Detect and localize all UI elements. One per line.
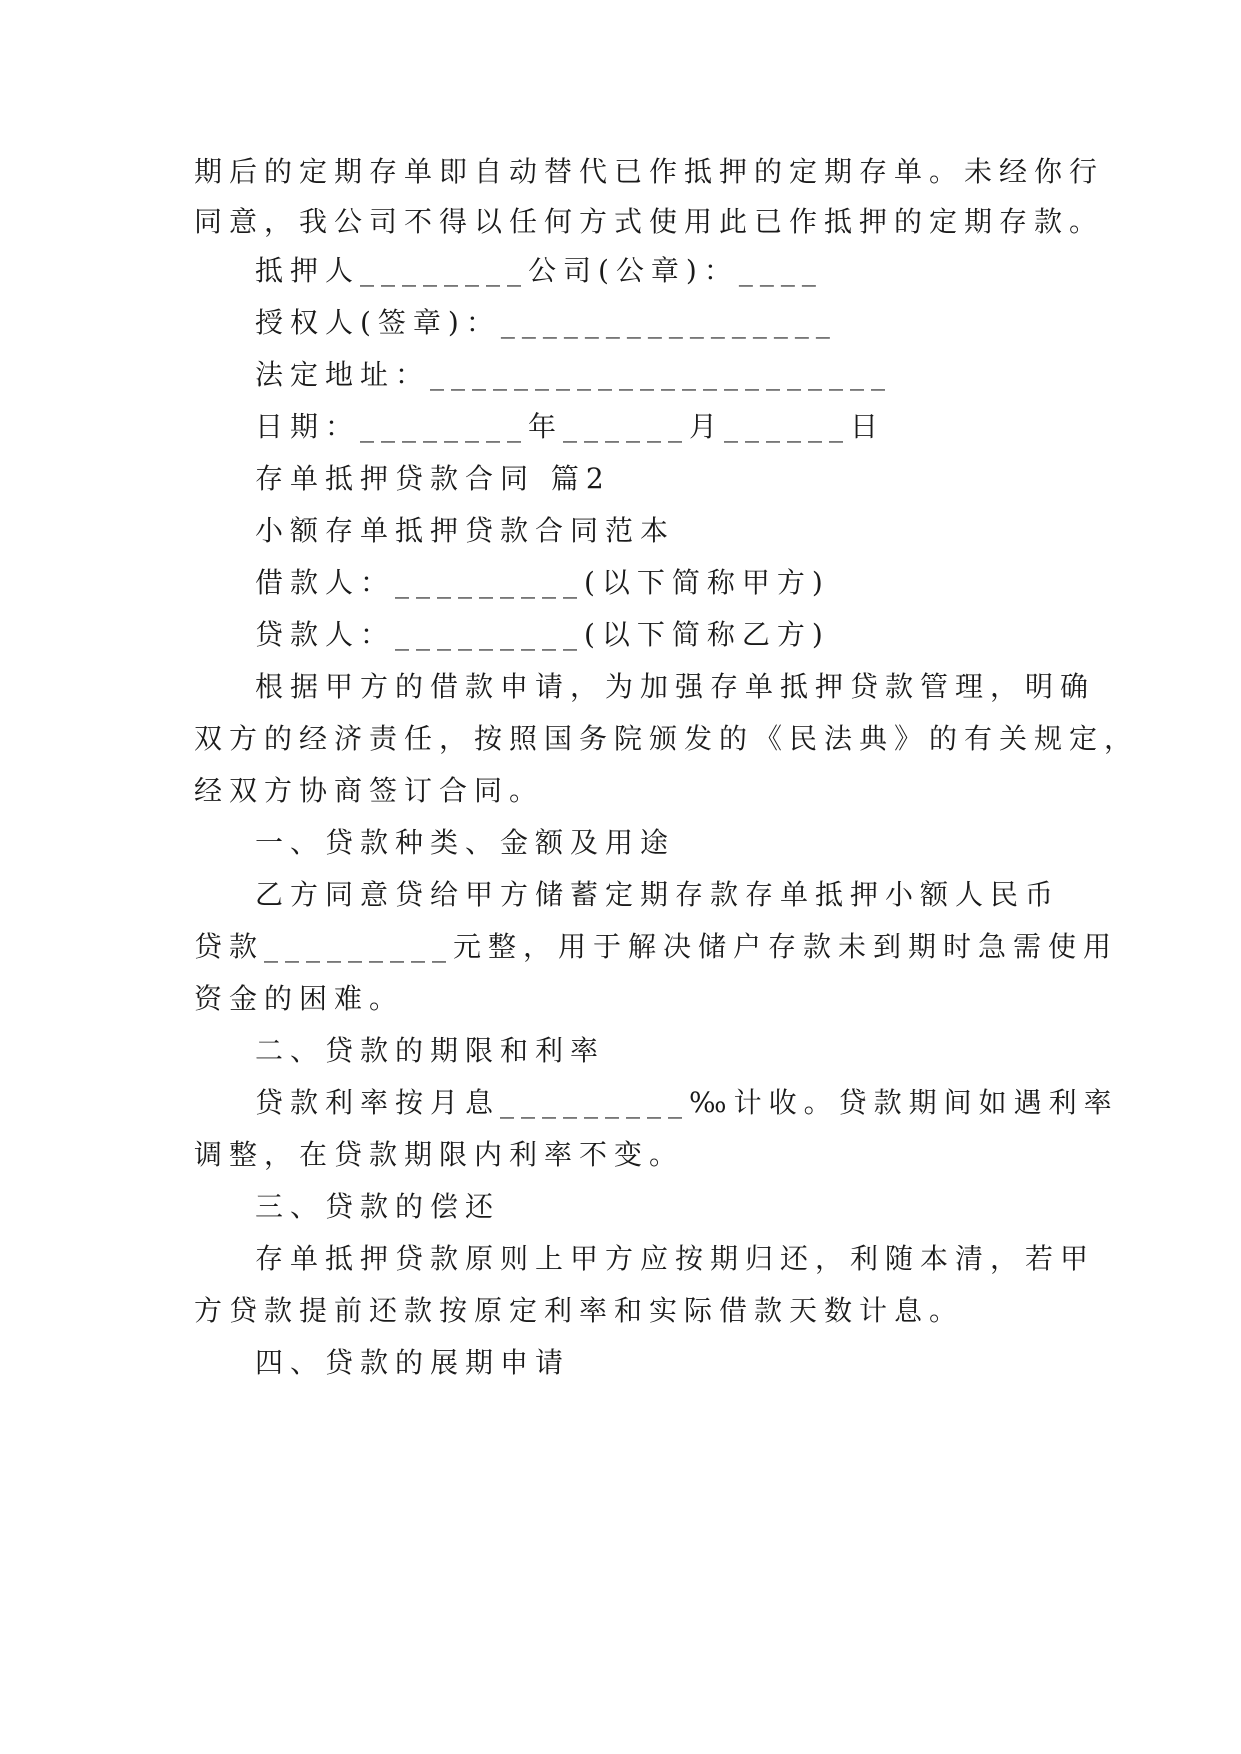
paragraph-line: 同意，我公司不得以任何方式使用此已作抵押的定期存款。 bbox=[194, 205, 1105, 238]
paragraph-line: 贷款_________元整，用于解决储户存款未到期时急需使用 bbox=[194, 930, 1119, 963]
legal-address-line: 法定地址：______________________ bbox=[255, 358, 893, 391]
paragraph-line: 资金的困难。 bbox=[194, 982, 405, 1015]
paragraph-line: 方贷款提前还款按原定利率和实际借款天数计息。 bbox=[194, 1294, 965, 1327]
clause-heading: 一、贷款种类、金额及用途 bbox=[255, 826, 676, 859]
paragraph-line: 期后的定期存单即自动替代已作抵押的定期存单。未经你行 bbox=[194, 155, 1105, 188]
lender-line: 贷款人：_________(以下简称乙方) bbox=[255, 618, 830, 651]
section-title: 存单抵押贷款合同 篇2 bbox=[255, 462, 611, 495]
paragraph-line: 贷款利率按月息_________‰计收。贷款期间如遇利率 bbox=[255, 1086, 1119, 1119]
contract-title: 小额存单抵押贷款合同范本 bbox=[255, 514, 676, 547]
mortgagor-signature-line: 抵押人________公司(公章)：____ bbox=[255, 254, 823, 287]
paragraph-line: 经双方协商签订合同。 bbox=[194, 774, 545, 807]
paragraph-line: 存单抵押贷款原则上甲方应按期归还，利随本清，若甲 bbox=[255, 1242, 1096, 1275]
paragraph-line: 乙方同意贷给甲方储蓄定期存款存单抵押小额人民币 bbox=[255, 878, 1061, 911]
clause-heading: 四、贷款的展期申请 bbox=[255, 1346, 571, 1379]
paragraph-line: 调整，在贷款期限内利率不变。 bbox=[194, 1138, 685, 1171]
paragraph-line: 根据甲方的借款申请，为加强存单抵押贷款管理，明确 bbox=[255, 670, 1096, 703]
clause-heading: 三、贷款的偿还 bbox=[255, 1190, 501, 1223]
borrower-line: 借款人：_________(以下简称甲方) bbox=[255, 566, 830, 599]
clause-heading: 二、贷款的期限和利率 bbox=[255, 1034, 606, 1067]
paragraph-line: 双方的经济责任，按照国务院颁发的《民法典》的有关规定， bbox=[194, 722, 1140, 755]
date-line: 日期：________年______月______日 bbox=[255, 410, 886, 443]
authorized-person-signature-line: 授权人(签章)：________________ bbox=[255, 306, 837, 339]
